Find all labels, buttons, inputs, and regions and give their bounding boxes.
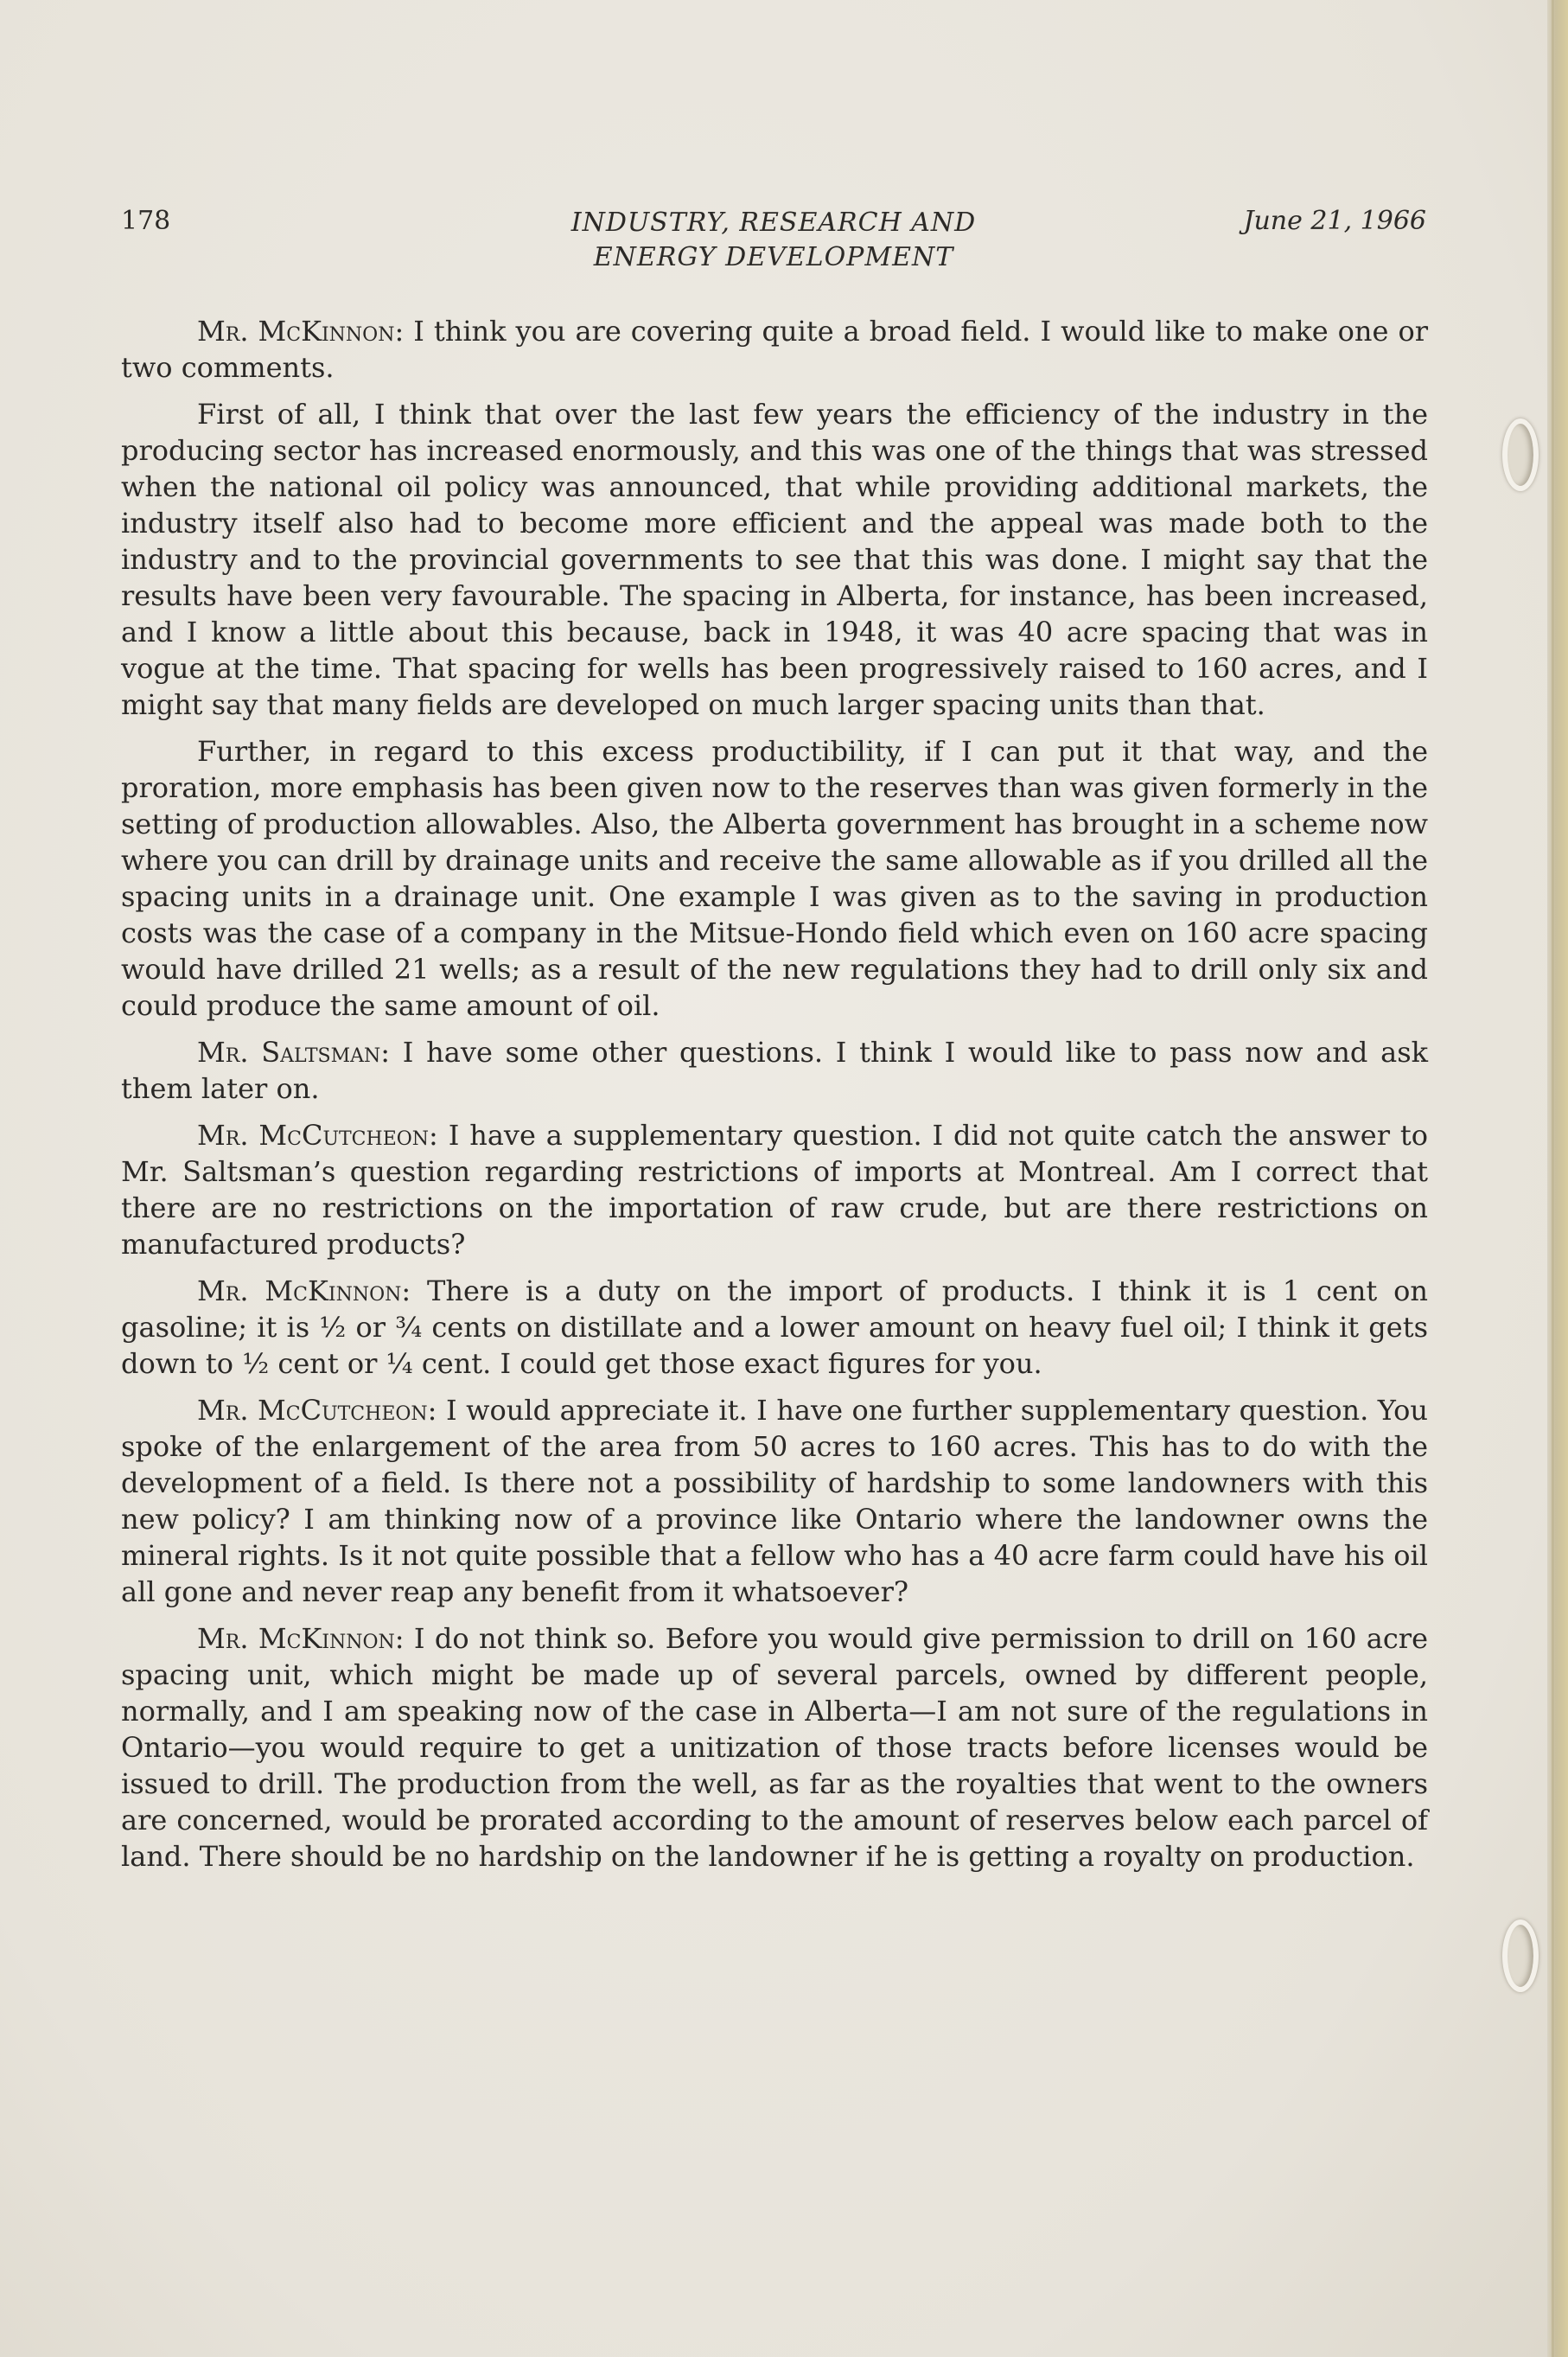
running-title — [121, 206, 1426, 275]
speaker-label: Mr. McKinnon: — [197, 1274, 411, 1307]
paragraph-text: I have a supplementary question. I did not quite catch the answer to Mr. Saltsman’s question regarding restrictions of imports at Montreal. Am I correct that there are no restrictions on the importation of raw crude, but are there restrictions on manufactured products? — [121, 1119, 1428, 1261]
page-edge-line — [1552, 0, 1554, 2357]
paragraph-1 — [121, 313, 1428, 386]
page-number: 178 — [121, 206, 171, 236]
speaker-label: Mr. McKinnon: — [197, 1622, 405, 1655]
header-date: June 21, 1966 — [1243, 206, 1426, 236]
page-edge — [1547, 0, 1568, 2357]
speaker-label: Mr. McCutcheon: — [197, 1394, 437, 1427]
paragraph-5 — [121, 1117, 1428, 1262]
paragraph-6 — [121, 1273, 1428, 1382]
paragraph-text: I would appreciate it. I have one further supplementary question. You spoke of the enlargement of the area from 50 acres to 160 acres. This has to do with the development of a field. Is there not a possibility of hardship to some landowners with this new policy? I am thinking now of a province like Ontario where the landowner owns the mineral rights. Is it not quite possible that a fellow who has a 40 acre farm could have his oil all gone and never reap any benefit from it whatsoever? — [121, 1394, 1428, 1608]
speaker-label: Mr. McKinnon: — [197, 315, 405, 348]
paragraph-text: I think you are covering quite a broad field. I would like to make one or two comments. — [121, 315, 1429, 384]
speaker-label: Mr. McCutcheon: — [197, 1119, 438, 1152]
paragraph-3 — [121, 733, 1428, 1024]
page-header — [121, 201, 1426, 278]
binding-hole-icon — [1502, 418, 1539, 491]
paragraph-8 — [121, 1620, 1428, 1875]
paragraph-text: Further, in regard to this excess productibility, if I can put it that way, and the proration, more emphasis has been given now to the reserves than was given formerly in the setting of production allowables. Also, the Alberta government has brought in a scheme now where you can drill by drainage units and receive the same allowable as if you drilled all the spacing units in a drainage unit. One example I was given as to the saving in production costs was the case of a company in the Mitsue-Hondo field which even on 160 acre spacing would have drilled 21 wells; as a result of the new regulations they had to drill only six and could produce the same amount of oil. — [121, 735, 1428, 1022]
binding-hole-icon — [1502, 1919, 1539, 1992]
paragraph-text: I do not think so. Before you would give permission to drill on 160 acre spacing unit, which might be made up of several parcels, owned by different people, normally, and I am speaking now of the case in Alberta—I am not sure of the regulations in Ontario—you would require to get a unitization of those tracts before licenses would be issued to drill. The production from the well, as far as the royalties that went to the owners are concerned, would be prorated according to the amount of reserves below each parcel of land. There should be no hardship on the landowner if he is getting a royalty on production. — [121, 1622, 1429, 1873]
running-title-line-1: INDUSTRY, RESEARCH AND — [570, 208, 977, 238]
paragraph-2 — [121, 396, 1428, 723]
paragraph-text: First of all, I think that over the last few years the efficiency of the industry in the producing sector has increased enormously, and this was one of the things that was stressed when the national oil policy was announced, that while providing additional markets, the industry itself also had to become more efficient and the appeal was made both to the industry and to the provincial governments to see that this was done. I might say that the results have been very favourable. The spacing in Alberta, for instance, has been increased, and I know a little about this because, back in 1948, it was 40 acre spacing that was in vogue at the time. That spacing for wells has been progressively raised to 160 acres, and I might say that many fields are developed on much larger spacing units than that. — [121, 398, 1428, 721]
paragraph-text: There is a duty on the import of products. I think it is 1 cent on gasoline; it is ½ or ¾ cents on distillate and a lower amount on heavy fuel oil; I think it gets down to ½ cent or ¼ cent. I could get those exact figures for you. — [121, 1274, 1429, 1380]
speaker-label: Mr. Saltsman: — [197, 1036, 391, 1069]
transcript-body — [121, 313, 1428, 1885]
running-title-line-2: ENERGY DEVELOPMENT — [593, 242, 954, 272]
paragraph-text: I have some other questions. I think I would like to pass now and ask them later on. — [121, 1036, 1428, 1105]
paragraph-7 — [121, 1392, 1428, 1610]
paragraph-4 — [121, 1034, 1428, 1107]
